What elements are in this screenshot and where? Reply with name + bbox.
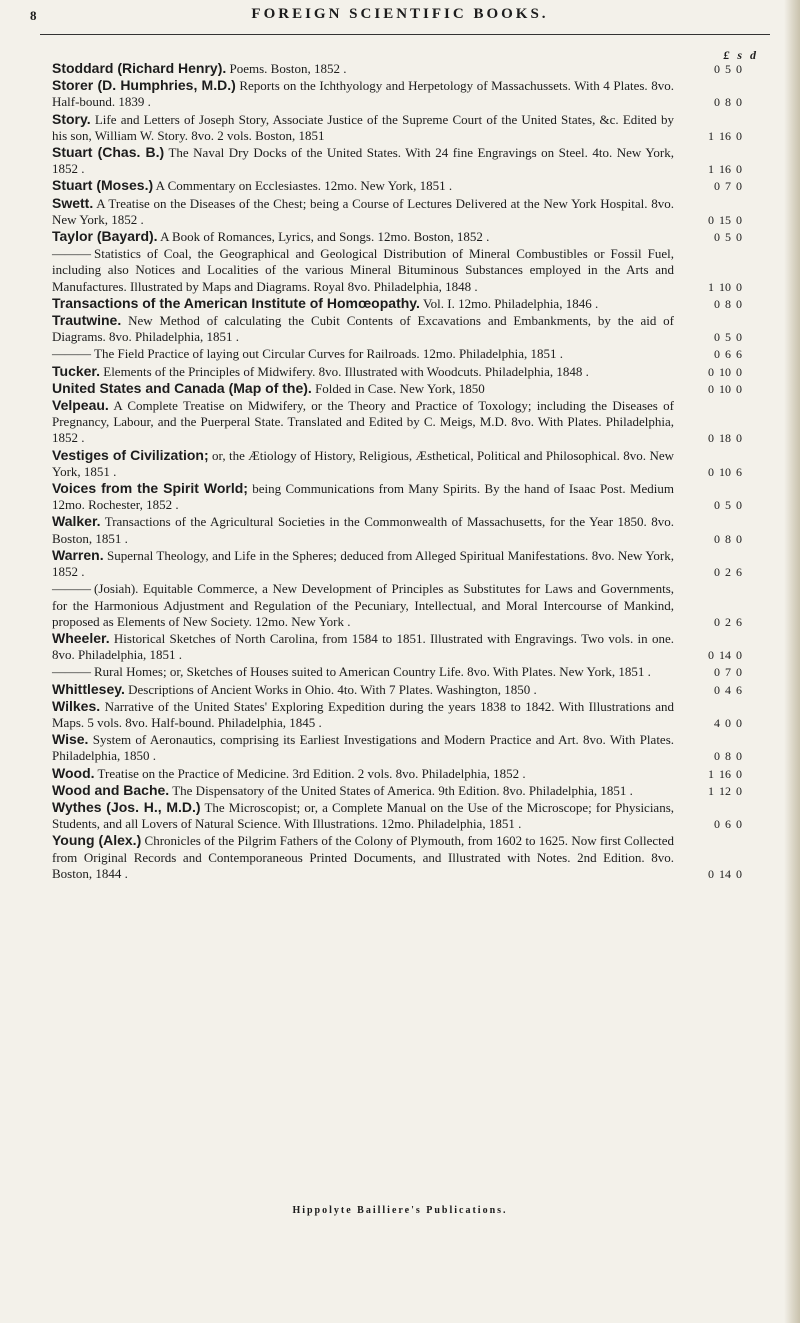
entry-description: Statistics of Coal, the Geographical and Geological Distribution of Mineral Combustibles or Fossil Fuel, including also Notices and Localities of the various Mineral Bituminous Substances employed in the Arts and Manufactures. Illustrated by Maps and Diagrams. Royal 8vo. Philadelphia, 1848 . <box>52 246 674 294</box>
entry-description: The Naval Dry Docks of the United States. With 24 fine Engravings on Steel. 4to. New York, 1852 . <box>52 145 675 177</box>
book-entry <box>52 345 742 362</box>
entry-description: Life and Letters of Joseph Story, Associate Justice of the Supreme Court of the United States, &c. Edited by his son, William W. Story. 8vo. 2 vols. Boston, 1851 <box>52 111 674 143</box>
entry-description: Descriptions of Ancient Works in Ohio. 4to. With 7 Plates. Washington, 1850 . <box>128 681 537 697</box>
book-entry <box>52 765 742 782</box>
entry-author: United States and Canada (Map of the). <box>52 379 312 396</box>
book-entry <box>52 177 742 194</box>
entry-author: Stuart (Chas. B.) <box>52 144 165 161</box>
entry-price: 0 14 0 <box>708 648 742 663</box>
entry-price: 0 10 6 <box>708 464 742 479</box>
entry-description: The Dispensatory of the United States of America. 9th Edition. 8vo. Philadelphia, 1851 . <box>172 782 633 798</box>
entry-price: 0 7 0 <box>714 665 742 680</box>
entry-author: Velpeau. <box>52 397 109 414</box>
entry-description: Historical Sketches of North Carolina, from 1584 to 1851. Illustrated with Engravings. Two vols. in one. 8vo. Philadelphia, 1851 . <box>52 630 675 663</box>
entry-description: New Method of calculating the Cubit Contents of Excavations and Embankments, by the aid of Diagrams. 8vo. Philadelphia, 1851 . <box>52 313 674 345</box>
entry-author: Stuart (Moses.) <box>52 177 154 194</box>
entry-price: 0 8 0 <box>714 531 742 546</box>
entry-description: The Microscopist; or, a Complete Manual on the Use of the Microscope; for Physicians, Students, and all Lovers of Natural Science. With Illustrations. 12mo. Philadelphia, 1851 . <box>52 799 675 832</box>
entry-price: 4 0 0 <box>714 715 742 730</box>
book-entry <box>52 663 742 680</box>
entry-price: 0 5 0 <box>714 62 742 76</box>
entry-description: Chronicles of the Pilgrim Fathers of the Colony of Plymouth, from 1602 to 1625. Now first Collected from Original Records and Contemporaneous Printed Documents, and Illustrated with Notes. 2nd Edition. 8vo. Boston, 1844 . <box>52 833 674 881</box>
page-edge-shadow <box>784 0 800 1323</box>
entry-description: Rural Homes; or, Sketches of Houses suited to American Country Life. 8vo. With Plates. New York, 1851 . <box>94 664 651 680</box>
entry-author: Voices from the Spirit World; <box>52 480 248 497</box>
book-entry <box>52 312 742 345</box>
book-entry <box>52 547 742 580</box>
entry-description: A Treatise on the Diseases of the Chest; being a Course of Lectures Delivered at the New York Hospital. 8vo. New York, 1852 . <box>52 195 674 227</box>
entry-price: 1 12 0 <box>708 783 742 798</box>
entry-price: 0 10 0 <box>708 364 742 379</box>
entry-author: Wythes (Jos. H., M.D.) <box>52 798 201 815</box>
entry-author: Wood and Bache. <box>52 781 170 798</box>
entry-author: Vestiges of Civilization; <box>52 446 209 463</box>
entry-author: Wheeler. <box>52 629 110 646</box>
book-entry <box>52 698 742 731</box>
book-entry <box>52 60 742 77</box>
entry-price: 0 6 0 <box>714 817 742 832</box>
entry-author: Transactions of the American Institute of Homœopathy. <box>52 294 420 311</box>
entry-price: 0 10 0 <box>708 381 742 396</box>
ditto-dash: ——— <box>52 581 91 597</box>
entry-author: Storer (D. Humphries, M.D.) <box>52 77 236 94</box>
entry-price: 1 10 0 <box>708 279 742 294</box>
page-number: 8 <box>30 8 37 23</box>
entry-author: Taylor (Bayard). <box>52 228 158 245</box>
page-footer: Hippolyte Bailliere's Publications. <box>292 1205 508 1216</box>
book-entry <box>52 363 742 380</box>
ditto-dash: ——— <box>52 346 91 362</box>
entry-author: Young (Alex.) <box>52 832 142 849</box>
book-entry <box>52 731 742 764</box>
book-entry <box>52 245 742 295</box>
book-entry <box>52 447 742 480</box>
entry-price: 0 15 0 <box>708 212 742 227</box>
entry-price: 1 16 0 <box>708 766 742 781</box>
entry-description: A Book of Romances, Lyrics, and Songs. 12mo. Boston, 1852 . <box>160 229 490 245</box>
entry-description: Folded in Case. New York, 1850 <box>315 380 485 396</box>
entry-description: Poems. Boston, 1852 . <box>229 61 347 76</box>
entry-description: A Complete Treatise on Midwifery, or the Theory and Practice of Toxology; including the Diseases of Pregnancy, Labour, and the Puerperal State. Translated and Edited by C. Meigs, M.D. 8vo. With Plates. Philadelphia, 1852 . <box>52 398 674 446</box>
entry-author: Trautwine. <box>52 312 122 329</box>
entry-author: Stoddard (Richard Henry). <box>52 60 227 76</box>
entry-price: 1 16 0 <box>708 162 742 177</box>
currency-header: £ s d <box>723 48 756 62</box>
book-entry <box>52 111 742 144</box>
entry-description: Elements of the Principles of Midwifery. 8vo. Illustrated with Woodcuts. Philadelphia, 1848 . <box>103 363 589 379</box>
entry-description: being Communications from Many Spirits. By the hand of Isaac Post. Medium 12mo. Rochester, 1852 . <box>52 481 674 513</box>
book-entry <box>52 580 742 630</box>
entry-price: 0 7 0 <box>714 179 742 194</box>
entry-description: or, the Ætiology of History, Religious, Æsthetical, Political and Philosophical. 8vo. New York, 1851 . <box>52 447 674 479</box>
book-entry <box>52 397 742 447</box>
entry-price: 0 2 6 <box>714 565 742 580</box>
book-entry <box>52 144 742 177</box>
entry-author: Walker. <box>52 513 101 530</box>
entry-price: 0 8 0 <box>714 296 742 311</box>
book-entries <box>52 60 742 882</box>
entry-description: Reports on the Ichthyology and Herpetology of Massachussets. With 4 Plates. 8vo. Half-bound. 1839 . <box>52 78 674 110</box>
entry-price: 0 14 0 <box>708 866 742 881</box>
entry-description: (Josiah). Equitable Commerce, a New Development of Principles as Substitutes for Laws and Governments, for the Harmonious Adjustment and Regulation of the Pecuniary, Intellectual, and Moral Intercourse of Mankind, proposed as Elements of New Society. 12mo. New York . <box>52 581 674 629</box>
entry-description: Transactions of the Agricultural Societies in the Commonwealth of Massachusetts, for the Year 1850. 8vo. Boston, 1851 . <box>52 514 674 546</box>
book-entry <box>52 380 742 397</box>
entry-price: 0 8 0 <box>714 95 742 110</box>
book-entry <box>52 295 742 312</box>
book-entry <box>52 681 742 698</box>
entry-price: 0 6 6 <box>714 347 742 362</box>
entry-description: Supernal Theology, and Life in the Spheres; deduced from Alleged Spiritual Manifestations. 8vo. New York, 1852 . <box>52 547 674 580</box>
book-entry <box>52 228 742 245</box>
entry-price: 0 2 6 <box>714 614 742 629</box>
book-entry <box>52 630 742 663</box>
entry-price: 0 5 0 <box>714 330 742 345</box>
book-entry <box>52 799 742 832</box>
entry-price: 0 18 0 <box>708 431 742 446</box>
entry-price: 1 16 0 <box>708 128 742 143</box>
book-entry <box>52 513 742 546</box>
book-entry <box>52 480 742 513</box>
entry-author: Wilkes. <box>52 697 101 714</box>
entry-description: System of Aeronautics, comprising its Earliest Investigations and Modern Practice and Art. 8vo. With Plates. Philadelphia, 1850 . <box>52 732 675 764</box>
book-entry <box>52 195 742 228</box>
entry-price: 0 8 0 <box>714 749 742 764</box>
ditto-dash: ——— <box>52 246 91 262</box>
entry-price: 0 4 6 <box>714 682 742 697</box>
entry-author: Wise. <box>52 731 89 748</box>
entry-author: Tucker. <box>52 362 100 379</box>
entry-author: Warren. <box>52 546 104 563</box>
entry-description: Treatise on the Practice of Medicine. 3rd Edition. 2 vols. 8vo. Philadelphia, 1852 . <box>97 765 526 781</box>
entry-author: Whittlesey. <box>52 680 125 697</box>
entry-author: Story. <box>52 110 91 127</box>
entry-description: A Commentary on Ecclesiastes. 12mo. New York, 1851 . <box>155 178 453 194</box>
entry-price: 0 5 0 <box>714 498 742 513</box>
book-entry <box>52 832 742 882</box>
running-header: FOREIGN SCIENTIFIC BOOKS. <box>251 6 549 22</box>
entry-price: 0 5 0 <box>714 230 742 245</box>
book-entry <box>52 782 742 799</box>
entry-description: Narrative of the United States' Exploring Expedition during the years 1838 to 1842. With Illustrations and Maps. 5 vols. 8vo. Half-bound. Philadelphia, 1845 . <box>52 698 675 730</box>
entry-author: Swett. <box>52 194 94 211</box>
entry-author: Wood. <box>52 764 95 781</box>
book-entry <box>52 77 742 110</box>
header-rule <box>40 34 770 35</box>
ditto-dash: ——— <box>52 664 91 680</box>
entry-description: Vol. I. 12mo. Philadelphia, 1846 . <box>422 295 599 311</box>
entry-description: The Field Practice of laying out Circular Curves for Railroads. 12mo. Philadelphia, 1851 . <box>94 346 563 362</box>
